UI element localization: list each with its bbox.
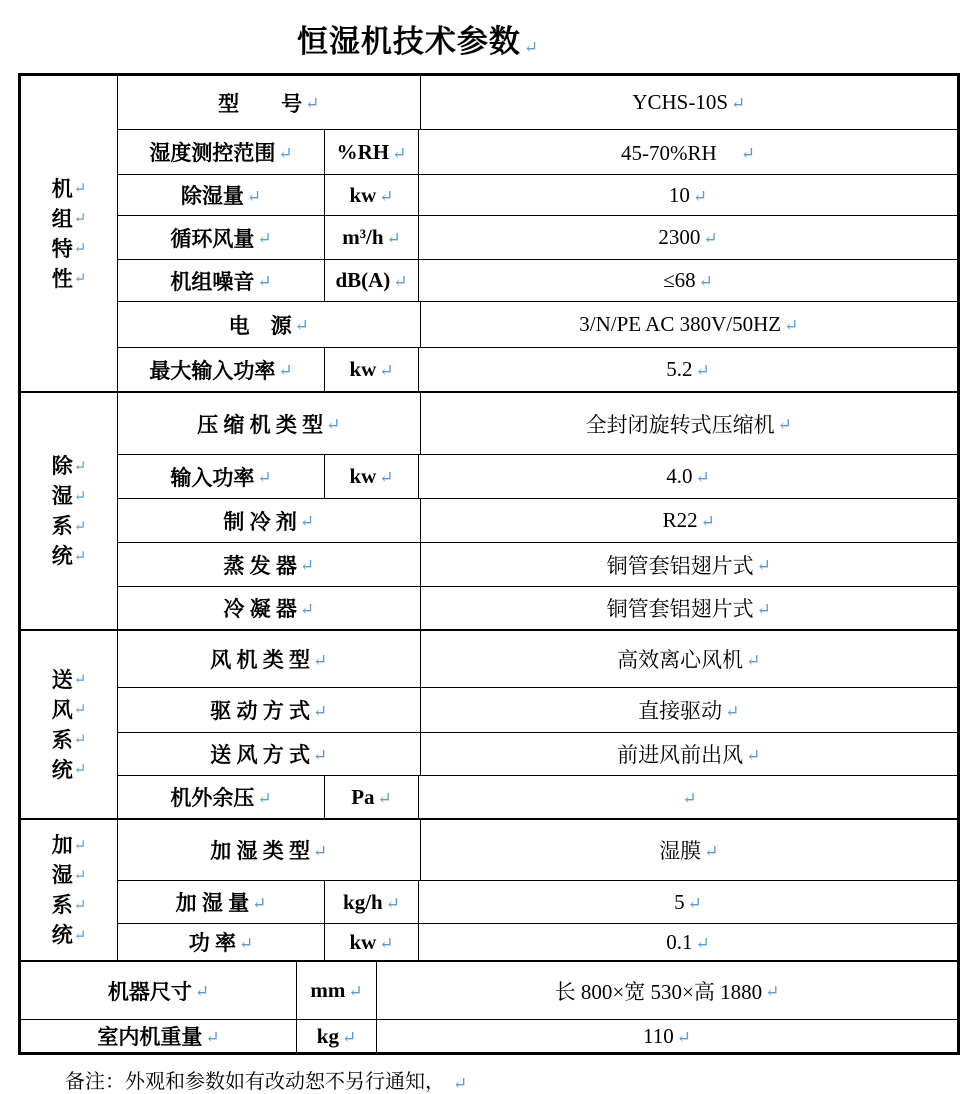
paragraph-mark-icon: ↵ <box>731 94 746 113</box>
group-label-text: 送 <box>51 667 73 692</box>
paragraph-mark-icon: ↵ <box>756 556 771 575</box>
row-label-text: 型 号 <box>218 91 303 116</box>
table-row <box>118 732 957 775</box>
group-label-text: 特 <box>51 236 73 261</box>
group-label-text: 组 <box>51 206 73 231</box>
row-unit-text: kg <box>316 1023 339 1048</box>
row-value-text: 前进风前出风 <box>617 743 744 767</box>
row-label <box>118 348 324 391</box>
row-unit-text: kw <box>349 464 377 488</box>
paragraph-mark-icon: ↵ <box>73 458 87 475</box>
row-unit <box>324 455 418 498</box>
row-label <box>21 1020 296 1052</box>
group-label-char <box>52 511 87 541</box>
row-value-text: 全封闭旋转式压缩机 <box>585 412 775 437</box>
row-label-text: 输入功率 <box>170 465 255 490</box>
paragraph-mark-icon: ↵ <box>73 548 87 565</box>
row-value <box>420 393 957 454</box>
row-label-text: 机外余压 <box>170 786 255 810</box>
group-label-text: 统 <box>51 544 73 568</box>
paragraph-mark-icon: ↵ <box>393 272 408 291</box>
group-label-text: 性 <box>51 266 73 291</box>
group-label-char <box>52 695 87 725</box>
paragraph-mark-icon: ↵ <box>703 229 718 248</box>
row-value-text: 10 <box>668 182 690 207</box>
row-label <box>118 820 420 880</box>
paragraph-mark-icon: ↵ <box>313 841 328 861</box>
paragraph-mark-icon: ↵ <box>278 361 293 380</box>
paragraph-mark-icon: ↵ <box>313 650 328 670</box>
paragraph-mark-icon: ↵ <box>377 788 392 808</box>
row-unit <box>324 216 418 259</box>
paragraph-mark-icon: ↵ <box>386 229 401 248</box>
row-value <box>418 881 957 923</box>
row-unit-text: %RH <box>336 139 390 164</box>
group-label-text: 统 <box>51 757 73 782</box>
row-label <box>118 130 324 174</box>
paragraph-mark-icon: ↵ <box>73 241 87 257</box>
paragraph-mark-icon: ↵ <box>299 556 315 575</box>
row-value-text: 0.1 <box>666 929 693 954</box>
row-label-text: 机组噪音 <box>170 269 255 294</box>
group-label-text: 机 <box>51 176 73 201</box>
paragraph-mark-icon: ↵ <box>326 415 341 434</box>
row-label <box>118 393 420 454</box>
paragraph-mark-icon: ↵ <box>379 186 394 206</box>
row-label <box>118 260 324 301</box>
group-label-text: 风 <box>51 697 73 722</box>
row-value <box>420 587 957 629</box>
group-label-char <box>52 830 87 860</box>
paragraph-mark-icon: ↵ <box>73 672 87 688</box>
paragraph-mark-icon: ↵ <box>746 745 761 765</box>
paragraph-mark-icon: ↵ <box>784 316 799 335</box>
group-label-char <box>52 665 87 695</box>
table-row <box>118 393 957 454</box>
row-value-text: 湿膜 <box>659 839 702 863</box>
section-rows <box>118 820 957 960</box>
paragraph-mark-icon: ↵ <box>73 702 87 718</box>
footnote-text: 备注：外观和参数如有改动恕不另行通知， <box>65 1071 445 1093</box>
row-label <box>118 881 324 923</box>
row-unit <box>324 776 418 818</box>
paragraph-mark-icon: ↵ <box>453 1074 468 1093</box>
row-value <box>420 543 957 586</box>
row-label-text: 机器尺寸 <box>107 979 192 1004</box>
table-row <box>118 687 957 732</box>
row-unit <box>324 924 418 960</box>
page-title <box>18 16 818 61</box>
row-label-text: 压 缩 机 类 型 <box>197 412 324 437</box>
group-label <box>21 76 118 391</box>
paragraph-mark-icon: ↵ <box>73 762 87 778</box>
row-label <box>118 924 324 960</box>
row-value <box>418 455 957 498</box>
group-label-text: 湿 <box>51 484 73 508</box>
paragraph-mark-icon: ↵ <box>73 211 87 227</box>
row-label <box>118 76 420 129</box>
group-label-char <box>52 920 87 950</box>
row-value-text: 110 <box>643 1023 674 1048</box>
table-row <box>118 923 957 960</box>
row-unit-text: kw <box>349 357 377 381</box>
table-row <box>118 880 957 923</box>
section-rows <box>118 76 957 391</box>
row-unit-text: kg/h <box>343 889 383 914</box>
row-unit <box>324 175 418 215</box>
row-value-text: 4.0 <box>666 464 693 488</box>
table-row <box>21 1019 957 1052</box>
row-value <box>418 260 957 301</box>
paragraph-mark-icon: ↵ <box>205 1027 220 1047</box>
row-value <box>420 631 957 687</box>
row-unit <box>296 1020 376 1052</box>
row-label <box>118 631 420 687</box>
row-label-text: 除湿量 <box>180 184 244 208</box>
paragraph-mark-icon: ↵ <box>257 272 272 291</box>
row-label <box>118 543 420 586</box>
row-label-text: 循环风量 <box>170 226 255 251</box>
group-label <box>21 820 118 960</box>
paragraph-mark-icon: ↵ <box>73 837 87 854</box>
group-label <box>21 393 118 629</box>
group-label-text: 统 <box>51 923 73 947</box>
row-value <box>420 688 957 732</box>
group-label-char <box>52 755 87 785</box>
row-label-text: 风 机 类 型 <box>210 648 311 672</box>
row-label-text: 冷 凝 器 <box>223 597 297 621</box>
table-section <box>21 629 957 818</box>
table-row <box>118 129 957 174</box>
row-label <box>118 302 420 347</box>
row-value <box>420 733 957 775</box>
table-row <box>118 174 957 215</box>
paragraph-mark-icon: ↵ <box>313 745 328 765</box>
paragraph-mark-icon: ↵ <box>73 271 87 287</box>
paragraph-mark-icon: ↵ <box>299 512 315 531</box>
row-value <box>418 130 957 174</box>
row-unit-text: Pa <box>351 784 375 809</box>
paragraph-mark-icon: ↵ <box>73 488 87 505</box>
row-label-text: 电 源 <box>228 313 292 338</box>
row-value <box>376 962 957 1019</box>
row-label-text: 加 湿 类 型 <box>210 839 311 863</box>
group-label-char <box>52 541 87 571</box>
section-rows <box>21 962 957 1052</box>
row-value <box>418 348 957 391</box>
row-unit-text: mm <box>310 978 346 1002</box>
paragraph-mark-icon: ↵ <box>294 316 309 335</box>
table-row <box>118 542 957 586</box>
paragraph-mark-icon: ↵ <box>379 468 394 487</box>
row-label-text: 功 率 <box>188 931 236 955</box>
table-row <box>118 631 957 687</box>
table-row <box>118 498 957 542</box>
paragraph-mark-icon: ↵ <box>257 468 272 487</box>
paragraph-mark-icon: ↵ <box>687 893 702 913</box>
row-value-text: 高效离心风机 <box>617 648 744 672</box>
table-section <box>21 76 957 391</box>
paragraph-mark-icon: ↵ <box>257 229 272 248</box>
table-section <box>21 960 957 1052</box>
paragraph-mark-icon: ↵ <box>246 186 262 206</box>
table-row <box>118 215 957 259</box>
paragraph-mark-icon: ↵ <box>704 841 719 861</box>
group-label-char <box>52 264 87 294</box>
group-label <box>21 631 118 818</box>
table-row <box>118 301 957 347</box>
paragraph-mark-icon: ↵ <box>313 701 328 721</box>
paragraph-mark-icon: ↵ <box>777 415 792 434</box>
paragraph-mark-icon: ↵ <box>523 38 540 57</box>
paragraph-mark-icon: ↵ <box>746 650 761 670</box>
row-unit-text: m³/h <box>342 225 384 249</box>
row-label <box>118 455 324 498</box>
paragraph-mark-icon: ↵ <box>305 94 320 113</box>
row-label <box>118 175 324 215</box>
row-value-text: 3/N/PE AC 380V/50HZ <box>579 312 782 336</box>
row-value-text: 5 <box>674 889 685 914</box>
paragraph-mark-icon: ↵ <box>239 933 254 953</box>
row-value <box>376 1020 957 1052</box>
row-unit-text: kw <box>349 929 377 954</box>
table-row <box>118 586 957 629</box>
paragraph-mark-icon: ↵ <box>278 143 293 163</box>
paragraph-mark-icon: ↵ <box>695 361 710 380</box>
paragraph-mark-icon: ↵ <box>73 897 87 914</box>
row-value <box>418 216 957 259</box>
group-label-char <box>52 204 87 234</box>
paragraph-mark-icon: ↵ <box>385 893 400 913</box>
row-label <box>21 962 296 1019</box>
row-value <box>420 820 957 880</box>
row-unit <box>324 348 418 391</box>
paragraph-mark-icon: ↵ <box>348 982 363 1001</box>
paragraph-mark-icon: ↵ <box>299 599 315 619</box>
spec-table <box>18 73 960 1055</box>
row-label-text: 加 湿 量 <box>175 891 250 915</box>
group-label-char <box>52 481 87 511</box>
group-label-char <box>52 234 87 264</box>
paragraph-mark-icon: ↵ <box>392 143 407 163</box>
row-value <box>420 302 957 347</box>
row-value <box>420 76 957 129</box>
row-label <box>118 216 324 259</box>
paragraph-mark-icon: ↵ <box>73 732 87 748</box>
row-label <box>118 499 420 542</box>
row-label <box>118 776 324 818</box>
row-unit <box>324 881 418 923</box>
row-unit <box>324 260 418 301</box>
row-unit-text: dB(A) <box>335 268 391 292</box>
row-unit <box>324 130 418 174</box>
group-label-text: 除 <box>51 454 73 478</box>
group-label-char <box>52 890 87 920</box>
row-value <box>418 175 957 215</box>
paragraph-mark-icon: ↵ <box>73 518 87 535</box>
group-label-char <box>52 725 87 755</box>
row-label-text: 室内机重量 <box>97 1025 203 1049</box>
row-value-text: YCHS-10S <box>632 90 729 114</box>
row-unit-text: kw <box>349 182 377 207</box>
paragraph-mark-icon: ↵ <box>194 982 210 1001</box>
paragraph-mark-icon: ↵ <box>695 933 710 953</box>
table-row <box>118 347 957 391</box>
table-section <box>21 818 957 960</box>
row-value <box>418 924 957 960</box>
row-value-text: ≤68 <box>663 268 696 292</box>
row-value-text: R22 <box>662 508 698 532</box>
paragraph-mark-icon: ↵ <box>698 272 713 291</box>
row-label <box>118 688 420 732</box>
paragraph-mark-icon: ↵ <box>252 893 267 913</box>
paragraph-mark-icon: ↵ <box>756 599 771 619</box>
row-label-text: 制 冷 剂 <box>223 509 297 534</box>
row-label-text: 送 风 方 式 <box>210 743 311 767</box>
row-value-text: 铜管套铝翅片式 <box>606 597 754 621</box>
footnote <box>65 1065 980 1094</box>
row-value-text: 2300 <box>658 225 701 249</box>
row-label <box>118 733 420 775</box>
row-value-text: 长 800×宽 530×高 1880 <box>554 979 763 1004</box>
group-label-char <box>52 860 87 890</box>
paragraph-mark-icon: ↵ <box>257 788 272 808</box>
row-value-text: 5.2 <box>666 357 693 381</box>
row-value <box>418 776 957 818</box>
table-section <box>21 391 957 629</box>
row-label-text: 湿度测控范围 <box>149 141 276 165</box>
group-label-text: 系 <box>51 727 73 752</box>
row-value <box>420 499 957 542</box>
row-unit <box>296 962 376 1019</box>
section-rows <box>118 631 957 818</box>
paragraph-mark-icon: ↵ <box>676 1027 691 1047</box>
paragraph-mark-icon: ↵ <box>740 143 755 163</box>
paragraph-mark-icon: ↵ <box>700 512 715 531</box>
table-row <box>118 259 957 301</box>
table-row <box>21 962 957 1019</box>
paragraph-mark-icon: ↵ <box>765 982 780 1001</box>
paragraph-mark-icon: ↵ <box>341 1027 357 1047</box>
row-label-text: 驱 动 方 式 <box>210 699 311 723</box>
paragraph-mark-icon: ↵ <box>692 186 708 206</box>
row-label-text: 蒸 发 器 <box>223 553 297 578</box>
paragraph-mark-icon: ↵ <box>379 361 394 380</box>
page-title-text: 恒湿机技术参数 <box>296 24 521 59</box>
paragraph-mark-icon: ↵ <box>695 468 710 487</box>
section-rows <box>118 393 957 629</box>
table-row <box>118 76 957 129</box>
group-label-text: 湿 <box>51 863 73 887</box>
row-label-text: 最大输入功率 <box>149 358 276 383</box>
group-label-text: 系 <box>51 893 73 917</box>
paragraph-mark-icon: ↵ <box>379 933 394 953</box>
table-row <box>118 820 957 880</box>
group-label-char <box>52 174 87 204</box>
paragraph-mark-icon: ↵ <box>73 181 87 197</box>
table-row <box>118 775 957 818</box>
paragraph-mark-icon: ↵ <box>725 701 740 721</box>
group-label-char <box>52 451 87 481</box>
paragraph-mark-icon: ↵ <box>73 927 87 944</box>
row-value-text: 铜管套铝翅片式 <box>606 553 754 578</box>
row-value-text: 45-70%RH <box>621 141 738 165</box>
group-label-text: 系 <box>51 514 73 538</box>
paragraph-mark-icon: ↵ <box>682 788 697 808</box>
paragraph-mark-icon: ↵ <box>73 867 87 884</box>
group-label-text: 加 <box>51 833 73 857</box>
table-row <box>118 454 957 498</box>
row-label <box>118 587 420 629</box>
row-value-text: 直接驱动 <box>638 699 723 723</box>
